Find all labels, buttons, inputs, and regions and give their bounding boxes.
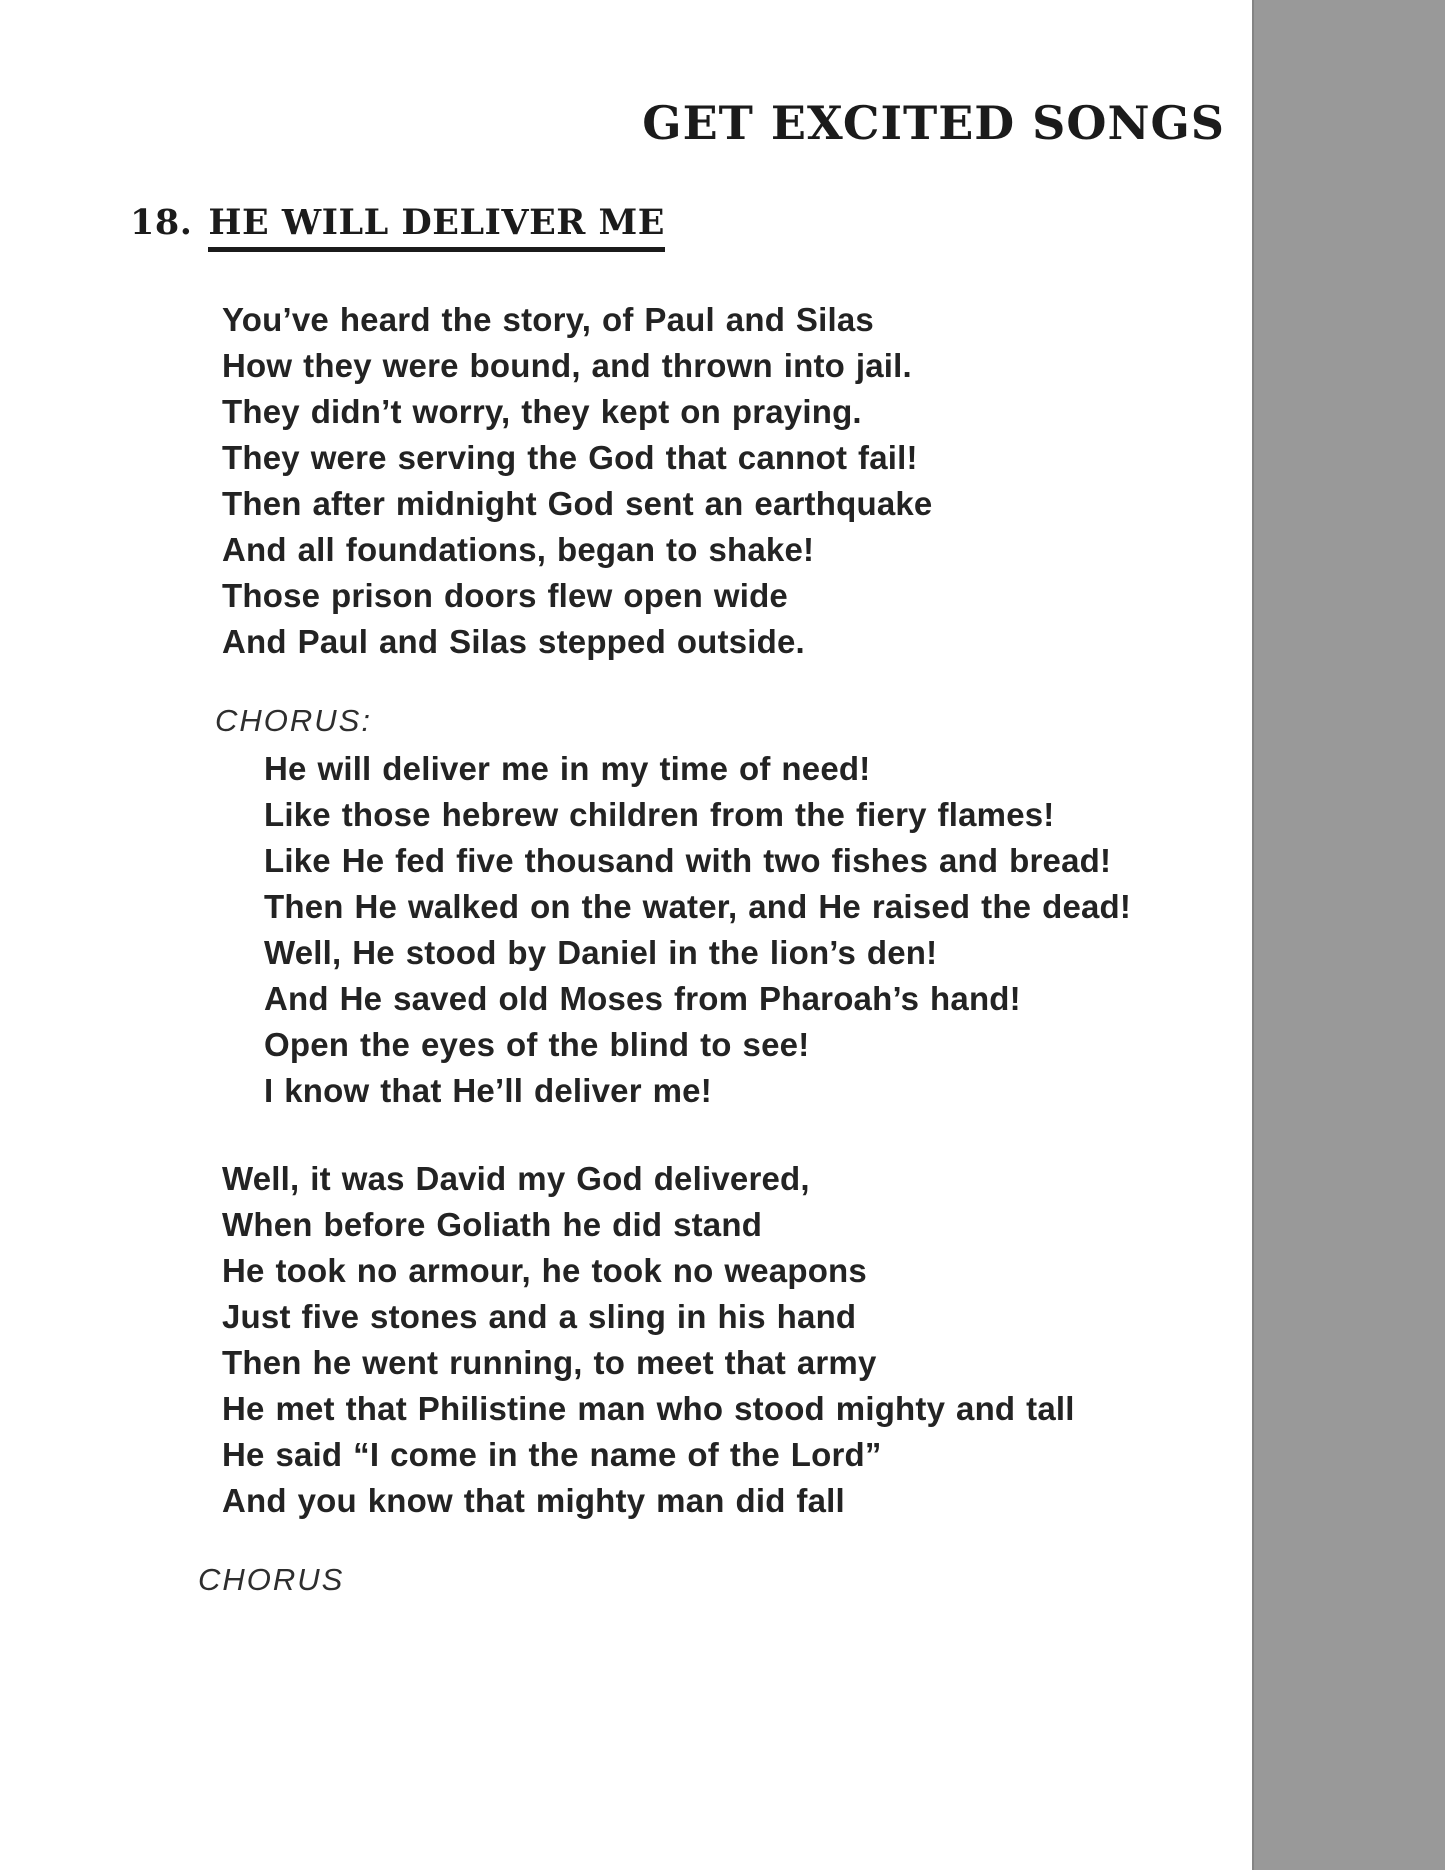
lyric-line: Those prison doors flew open wide <box>222 577 788 614</box>
lyric-line: He met that Philistine man who stood mighty and tall <box>222 1390 1075 1427</box>
verse-2 <box>222 1156 1075 1524</box>
lyric-line: When before Goliath he did stand <box>222 1206 763 1243</box>
lyric-line: Well, He stood by Daniel in the lion’s den! <box>264 934 938 971</box>
lyric-line: Then after midnight God sent an earthquake <box>222 485 933 522</box>
song-title: HE WILL DELIVER ME <box>208 202 665 252</box>
lyric-line: Just five stones and a sling in his hand <box>222 1298 857 1335</box>
page-header-title: GET EXCITED SONGS <box>642 96 1225 150</box>
song-number: 18. <box>130 202 193 243</box>
lyric-line: I know that He’ll deliver me! <box>264 1072 712 1109</box>
lyric-line: And all foundations, began to shake! <box>222 531 815 568</box>
lyric-line: Then he went running, to meet that army <box>222 1344 877 1381</box>
lyric-line: You’ve heard the story, of Paul and Silas <box>222 301 874 338</box>
lyric-line: And you know that mighty man did fall <box>222 1482 845 1519</box>
chorus-label: CHORUS: <box>215 703 372 738</box>
song-title-row <box>130 202 665 252</box>
lyric-line: He said “I come in the name of the Lord” <box>222 1436 882 1473</box>
lyric-line: How they were bound, and thrown into jail. <box>222 347 912 384</box>
lyric-line: And He saved old Moses from Pharoah’s hand! <box>264 980 1021 1017</box>
lyric-line: Well, it was David my God delivered, <box>222 1160 810 1197</box>
lyric-line: They were serving the God that cannot fail! <box>222 439 918 476</box>
lyric-line: Open the eyes of the blind to see! <box>264 1026 810 1063</box>
verse-1 <box>222 297 932 665</box>
lyric-line: He will deliver me in my time of need! <box>264 750 871 787</box>
page-edge-gray-bar <box>1252 0 1445 1870</box>
lyric-line: Like those hebrew children from the fiery flames! <box>264 796 1055 833</box>
lyric-line: He took no armour, he took no weapons <box>222 1252 867 1289</box>
lyric-line: And Paul and Silas stepped outside. <box>222 623 805 660</box>
lyric-line: Like He fed five thousand with two fishes and bread! <box>264 842 1112 879</box>
chorus <box>264 746 1131 1114</box>
chorus-repeat-label: CHORUS <box>198 1562 345 1597</box>
lyric-line: They didn’t worry, they kept on praying. <box>222 393 862 430</box>
lyric-line: Then He walked on the water, and He raised the dead! <box>264 888 1132 925</box>
